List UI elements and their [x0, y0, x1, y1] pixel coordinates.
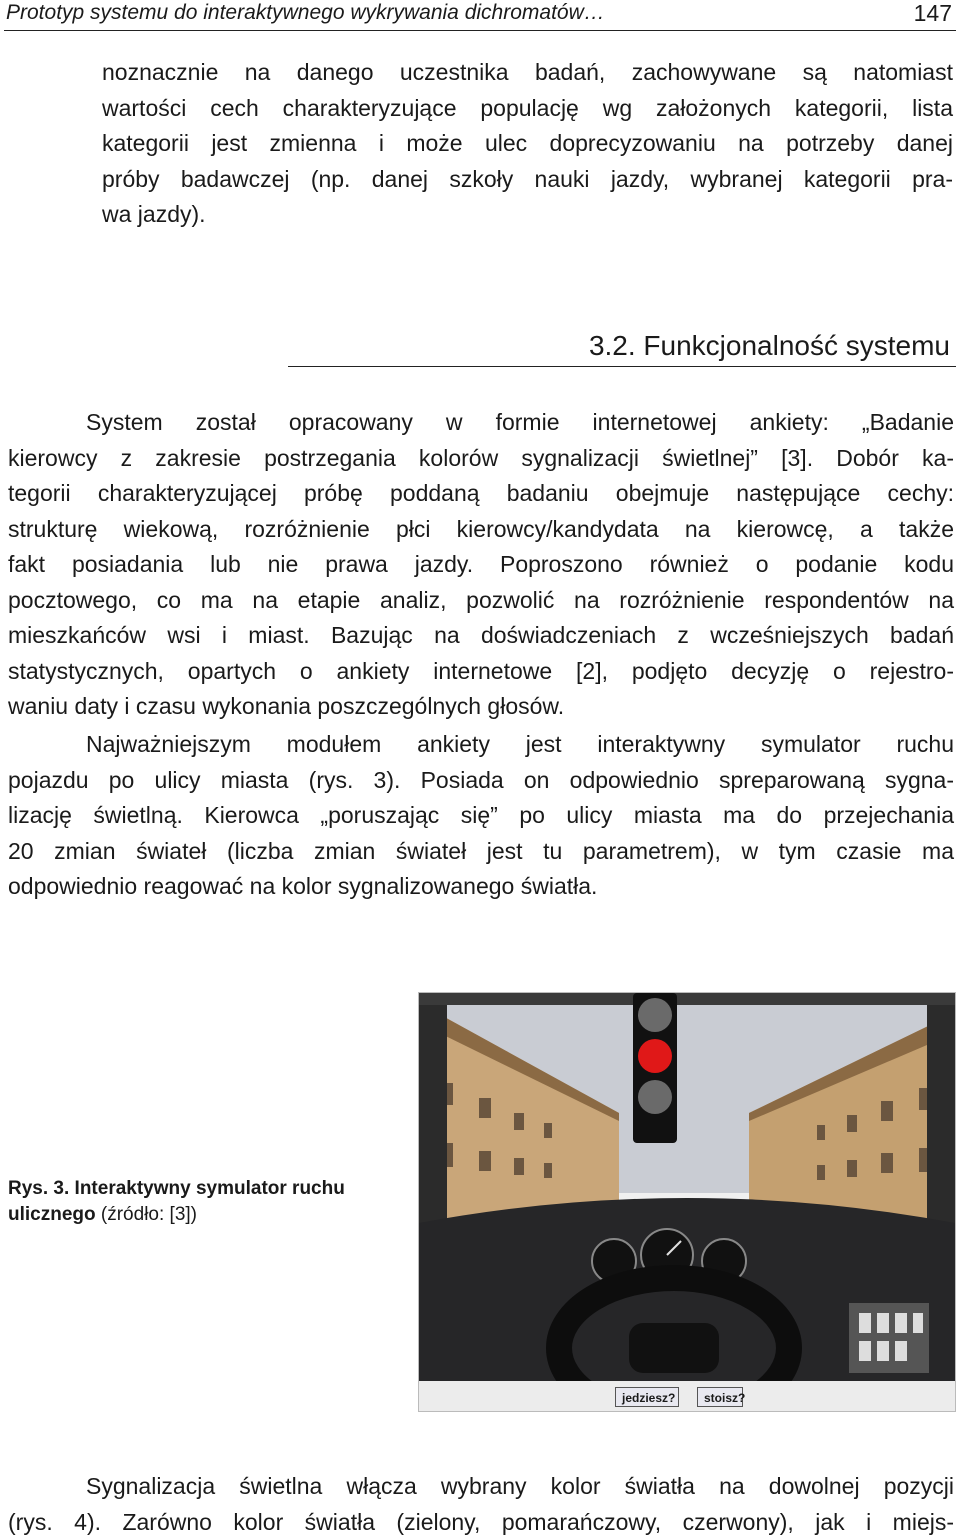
text-line: noznacznie na danego uczestnika badań, zachowywane są natomiast: [102, 55, 953, 91]
roof-edge: [419, 993, 955, 1005]
traffic-simulator-screenshot: [418, 992, 956, 1412]
button-bar: [419, 1381, 955, 1411]
text-line: mieszkańców wsi i miast. Bazując na doświadczeniach z wcześniejszych badań: [8, 618, 954, 654]
text-line: wa jazdy).: [102, 197, 953, 233]
text-line: kierowcy z zakresie postrzegania kolorów sygnalizacji świetlnej” [3]. Dobór ka-: [8, 441, 954, 477]
running-header: [4, 0, 956, 31]
text-line: statystycznych, opartych o ankiety internetowe [2], podjęto decyzję o rejestro-: [8, 654, 954, 690]
section-heading: [288, 328, 956, 367]
text-line: waniu daty i czasu wykonania poszczególnych głosów.: [8, 689, 954, 725]
text-line: 20 zmian świateł (liczba zmian świateł jest tu parametrem), w tym czasie ma: [8, 834, 954, 870]
go-button[interactable]: jedziesz?: [615, 1387, 679, 1407]
text-line: wartości cech charakteryzujące populację wg założonych kategorii, lista: [102, 91, 953, 127]
text-line: Najważniejszym modułem ankiety jest interaktywny symulator ruchu: [8, 727, 954, 763]
text-line: kategorii jest zmienna i może ulec doprecyzowaniu na potrzeby danej: [102, 126, 953, 162]
section-title: 3.2. Funkcjonalność systemu: [589, 330, 956, 361]
traffic-light-bottom-lamp: [638, 1080, 672, 1114]
paragraph-signaling: [8, 1469, 954, 1540]
text-line: (rys. 4). Zarówno kolor światła (zielony, pomarańczowy, czerwony), jak i miejs-: [8, 1505, 954, 1540]
text-line: Sygnalizacja świetlna włącza wybrany kolor światła na dowolnej pozycji: [8, 1469, 954, 1505]
steering-hub: [629, 1323, 719, 1373]
traffic-light-red-lamp: [638, 1039, 672, 1073]
paragraph-system: [8, 405, 954, 725]
text-line: pojazdu po ulicy miasta (rys. 3). Posiada on odpowiednio spreparowaną sygna-: [8, 763, 954, 799]
caption-title: Rys. 3. Interaktywny symulator ruchu ulicznego: [8, 1178, 345, 1225]
stop-button[interactable]: stoisz?: [697, 1387, 743, 1407]
text-line: System został opracowany w formie internetowej ankiety: „Badanie: [8, 405, 954, 441]
paragraph-module: [8, 727, 954, 905]
figure-caption: [8, 1176, 408, 1228]
text-line: odpowiednio reagować na kolor sygnalizowanego światła.: [8, 869, 954, 905]
text-line: próby badawczej (np. danej szkoły nauki jazdy, wybranej kategorii pra-: [102, 162, 953, 198]
caption-source: (źródło: [3]): [101, 1204, 197, 1225]
text-line: fakt posiadania lub nie prawa jazdy. Poproszono również o podanie kodu: [8, 547, 954, 583]
simulator-scene: [419, 993, 955, 1411]
text-line: lizację świetlną. Kierowca „poruszając się” po ulicy miasta ma do przejechania: [8, 798, 954, 834]
text-line: tegorii charakteryzującej próbę poddaną badaniu obejmuje następujące cechy:: [8, 476, 954, 512]
traffic-light-top-lamp: [638, 998, 672, 1032]
text-line: strukturę wiekową, rozróżnienie płci kierowcy/kandydata na kierowcę, a także: [8, 512, 954, 548]
running-title: Prototyp systemu do interaktywnego wykrywania dichromatów…: [6, 1, 605, 25]
page-number: 147: [914, 0, 952, 27]
paragraph-intro: [102, 55, 953, 233]
text-line: pocztowego, co ma na etapie analiz, pozwolić na rozróżnienie respondentów na: [8, 583, 954, 619]
